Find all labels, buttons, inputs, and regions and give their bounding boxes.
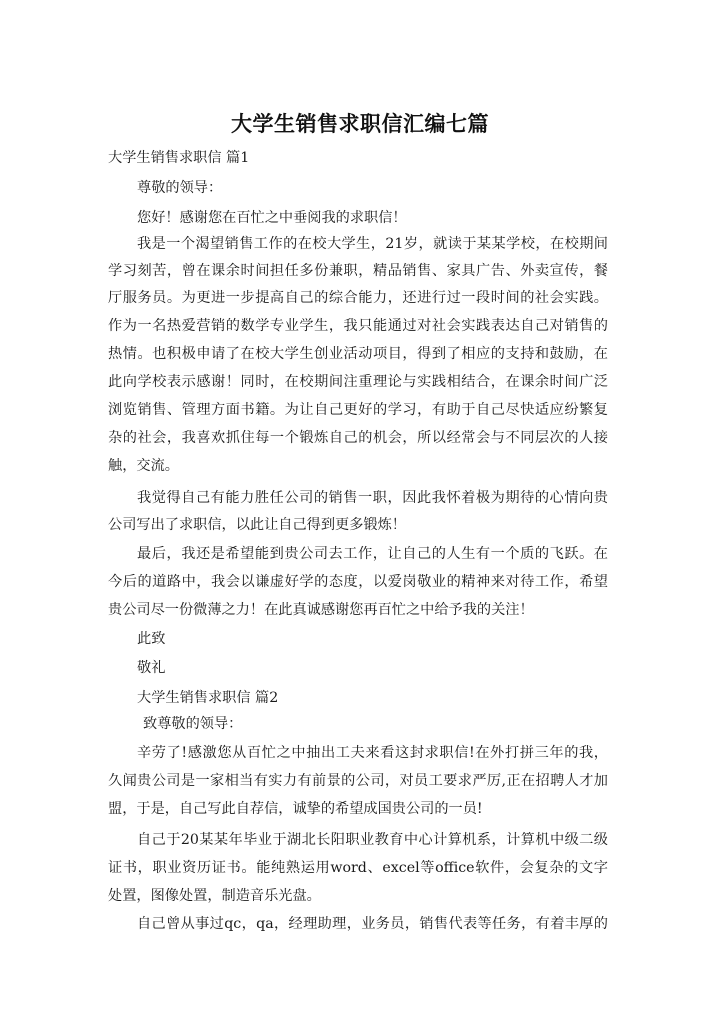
paragraph-line: 处置，图像处置，制造音乐光盘。 [108, 888, 321, 904]
paragraph-line: 公司写出了求职信，以此让自己得到更多锻炼！ [108, 517, 406, 533]
paragraph-line: 杂的社会，我喜欢抓住每一个锻炼自己的机会，所以经常会与不同层次的人接 [108, 430, 608, 446]
paragraph-line: 我是一个渴望销售工作的在校大学生，21岁，就读于某某学校，在校期间 [137, 236, 608, 252]
paragraph-line: 贵公司尽一份微薄之力！在此真诚感谢您再百忙之中给予我的关注！ [108, 602, 534, 618]
paragraph-line: 今后的道路中，我会以谦虚好学的态度，以爱岗敬业的精神来对待工作，希望 [108, 574, 608, 590]
paragraph-line: 作为一名热爱营销的数学专业学生，我只能通过对社会实践表达自己对销售的 [108, 318, 608, 334]
document-title: 大学生销售求职信汇编七篇 [231, 112, 489, 136]
paragraph-line: 证书，职业资历证书。能纯熟运用word、excel等office软件，会复杂的文字 [108, 860, 608, 876]
paragraph-line: 盟，于是，自己写此自荐信，诚挚的希望成国贵公司的一员! [108, 801, 483, 817]
paragraph-line: 自己曾从事过qc，qa，经理助理，业务员，销售代表等任务，有着丰厚的 [137, 916, 608, 932]
salutation: 致尊敬的领导： [143, 716, 243, 732]
salutation: 尊敬的领导： [137, 180, 223, 196]
closing-line: 敬礼 [137, 660, 166, 676]
paragraph-line: 学习刻苦，曾在课余时间担任多份兼职，精品销售、家具广告、外卖宣传，餐 [108, 263, 608, 279]
paragraph-line: 热情。也积极申请了在校大学生创业活动项目，得到了相应的支持和鼓励，在 [108, 346, 608, 362]
paragraph-line: 浏览销售、管理方面书籍。为让自己更好的学习，有助于自己尽快适应纷繁复 [108, 402, 608, 418]
paragraph-line: 辛劳了!感激您从百忙之中抽出工夫来看这封求职信!在外打拼三年的我， [137, 745, 608, 761]
paragraph-line: 自己于20某某年毕业于湖北长阳职业教育中心计算机系，计算机中级二级 [137, 832, 608, 848]
paragraph-line: 最后，我还是希望能到贵公司去工作，让自己的人生有一个质的飞跃。在 [137, 546, 608, 562]
closing-line: 此致 [137, 631, 166, 647]
paragraph-line: 久闻贵公司是一家相当有实力有前景的公司，对员工要求严厉,正在招聘人才加 [108, 773, 608, 789]
paragraph-line: 此向学校表示感谢！同时，在校期间注重理论与实践相结合，在课余时间广泛 [108, 374, 608, 390]
section-heading-2: 大学生销售求职信 篇2 [137, 690, 279, 706]
section-heading-1: 大学生销售求职信 篇1 [108, 150, 250, 166]
paragraph-line: 触，交流。 [108, 458, 179, 474]
paragraph-line: 我觉得自己有能力胜任公司的销售一职，因此我怀着极为期待的心情向贵 [137, 490, 608, 506]
paragraph-line: 厅服务员。为更进一步提高自己的综合能力，还进行过一段时间的社会实践。 [108, 290, 608, 306]
paragraph-line: 您好！感谢您在百忙之中垂阅我的求职信！ [137, 210, 407, 226]
